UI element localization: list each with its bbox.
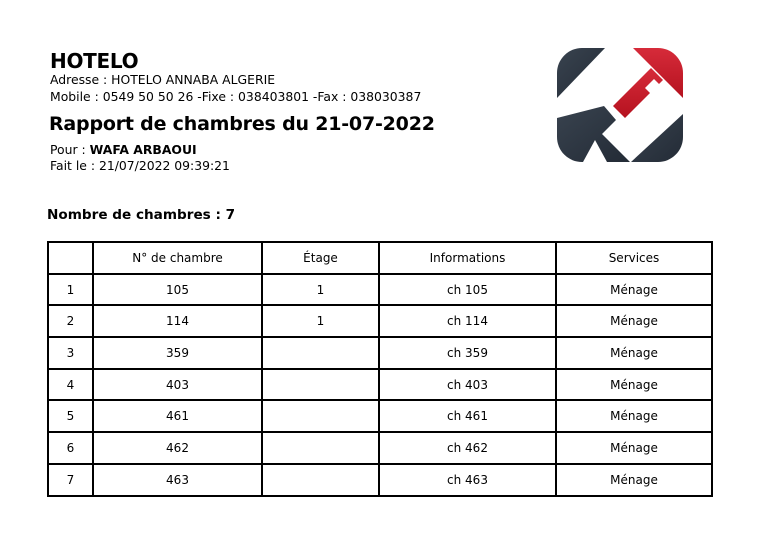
rooms-count-line: Nombre de chambres : 7	[47, 207, 236, 223]
table-cell: Ménage	[556, 400, 712, 432]
table-cell: Ménage	[556, 464, 712, 496]
table-cell: 3	[48, 337, 93, 369]
column-header: Informations	[379, 242, 556, 274]
table-cell: 105	[93, 274, 262, 306]
rooms-table	[47, 241, 713, 497]
table-row	[48, 274, 712, 306]
table-cell: 461	[93, 400, 262, 432]
table-cell: Ménage	[556, 305, 712, 337]
table-cell: 403	[93, 369, 262, 401]
table-cell: Ménage	[556, 432, 712, 464]
column-header: N° de chambre	[93, 242, 262, 274]
report-date-line: Fait le : 21/07/2022 09:39:21	[50, 158, 230, 173]
table-cell: 2	[48, 305, 93, 337]
for-label: Pour :	[50, 142, 90, 157]
report-title: Rapport de chambres du 21-07-2022	[49, 113, 435, 135]
table-cell: 463	[93, 464, 262, 496]
table-cell	[262, 464, 379, 496]
table-cell: ch 403	[379, 369, 556, 401]
hotel-name: HOTELO	[50, 49, 139, 73]
table-row	[48, 432, 712, 464]
report-for-line	[50, 142, 197, 158]
table-cell: 1	[48, 274, 93, 306]
table-cell: 4	[48, 369, 93, 401]
table-cell: 1	[262, 274, 379, 306]
table-cell: ch 462	[379, 432, 556, 464]
table-cell	[262, 432, 379, 464]
table-row	[48, 305, 712, 337]
table-cell: 462	[93, 432, 262, 464]
hotelo-logo-svg	[557, 48, 683, 162]
table-cell: 5	[48, 400, 93, 432]
table-row	[48, 464, 712, 496]
column-header: Services	[556, 242, 712, 274]
table-cell: Ménage	[556, 369, 712, 401]
table-cell: ch 105	[379, 274, 556, 306]
rooms-table-body	[48, 274, 712, 496]
table-cell: ch 461	[379, 400, 556, 432]
rooms-table-head	[48, 242, 712, 274]
table-cell: 1	[262, 305, 379, 337]
for-name: WAFA ARBAOUI	[89, 142, 197, 157]
header-row	[48, 242, 712, 274]
column-header	[48, 242, 93, 274]
table-row	[48, 369, 712, 401]
table-cell: 114	[93, 305, 262, 337]
table-cell: 7	[48, 464, 93, 496]
table-row	[48, 400, 712, 432]
table-cell: ch 114	[379, 305, 556, 337]
contact-line: Mobile : 0549 50 50 26 -Fixe : 038403801 -Fax : 038030387	[50, 89, 422, 104]
table-cell	[262, 337, 379, 369]
column-header: Étage	[262, 242, 379, 274]
table-cell: ch 463	[379, 464, 556, 496]
hotelo-logo-icon	[557, 48, 683, 162]
address-line: Adresse : HOTELO ANNABA ALGERIE	[50, 72, 276, 87]
table-cell	[262, 369, 379, 401]
table-cell: 359	[93, 337, 262, 369]
table-cell: Ménage	[556, 337, 712, 369]
table-cell: 6	[48, 432, 93, 464]
table-row	[48, 337, 712, 369]
table-cell: Ménage	[556, 274, 712, 306]
table-cell	[262, 400, 379, 432]
table-cell: ch 359	[379, 337, 556, 369]
